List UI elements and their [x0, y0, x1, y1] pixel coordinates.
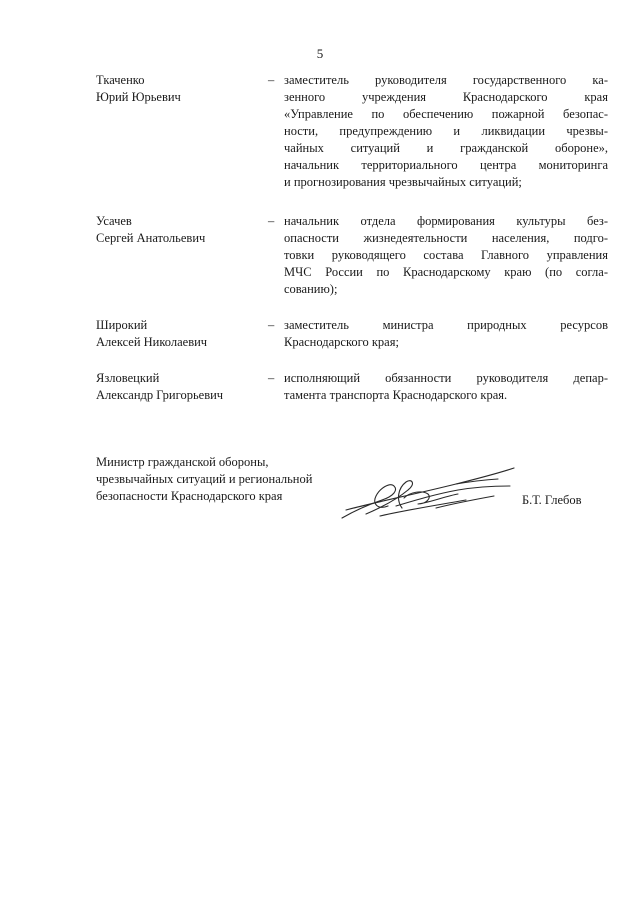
position-line: начальник отдела формирования культуры без- — [284, 214, 608, 228]
member-name — [96, 317, 266, 351]
position-line: заместитель руководителя государственного ка- — [284, 73, 608, 87]
position-line: опасности жизнедеятельности населения, подго- — [284, 231, 608, 245]
member-position — [284, 213, 608, 298]
member-position — [284, 370, 608, 404]
signatory-name: Б.Т. Глебов — [522, 493, 582, 507]
position-line: начальник территориального центра мониторинга — [284, 158, 608, 172]
position-line: зенного учреждения Краснодарского края — [284, 90, 608, 104]
page-number: 5 — [316, 46, 324, 61]
member-surname: Язловецкий — [96, 371, 160, 385]
member-surname: Усачев — [96, 214, 132, 228]
position-line: чайных ситуаций и гражданской обороне», — [284, 141, 608, 155]
position-line: и прогнозирования чрезвычайных ситуаций; — [284, 175, 522, 189]
entry-dash: – — [268, 371, 275, 385]
position-line: товки руководящего состава Главного управления — [284, 248, 608, 262]
member-name — [96, 213, 266, 247]
position-line: заместитель министра природных ресурсов — [284, 318, 608, 332]
position-line: МЧС России по Краснодарскому краю (по согла- — [284, 265, 608, 279]
member-name — [96, 370, 266, 404]
position-line: сованию); — [284, 282, 338, 296]
signatory-title — [96, 454, 312, 505]
member-given-names: Сергей Анатольевич — [96, 231, 206, 245]
member-given-names: Алексей Николаевич — [96, 335, 208, 349]
entry-dash: – — [268, 318, 275, 332]
position-line: «Управление по обеспечению пожарной безопас- — [284, 107, 608, 121]
member-surname: Широкий — [96, 318, 148, 332]
member-given-names: Юрий Юрьевич — [96, 90, 181, 104]
position-line: тамента транспорта Краснодарского края. — [284, 388, 508, 402]
position-line: исполняющий обязанности руководителя депар- — [284, 371, 608, 385]
entry-dash: – — [268, 214, 275, 228]
signatory-title-line: безопасности Краснодарского края — [96, 489, 283, 503]
handwritten-signature-icon — [336, 460, 526, 524]
position-line: ности, предупреждению и ликвидации чрезвы- — [284, 124, 608, 138]
member-name — [96, 72, 266, 106]
member-position — [284, 317, 608, 351]
signatory-title-line: Министр гражданской обороны, — [96, 455, 269, 469]
position-line: Краснодарского края; — [284, 335, 399, 349]
member-position — [284, 72, 608, 191]
signatory-title-line: чрезвычайных ситуаций и региональной — [96, 472, 313, 486]
member-surname: Ткаченко — [96, 73, 145, 87]
member-given-names: Александр Григорьевич — [96, 388, 224, 402]
entry-dash: – — [268, 73, 275, 87]
